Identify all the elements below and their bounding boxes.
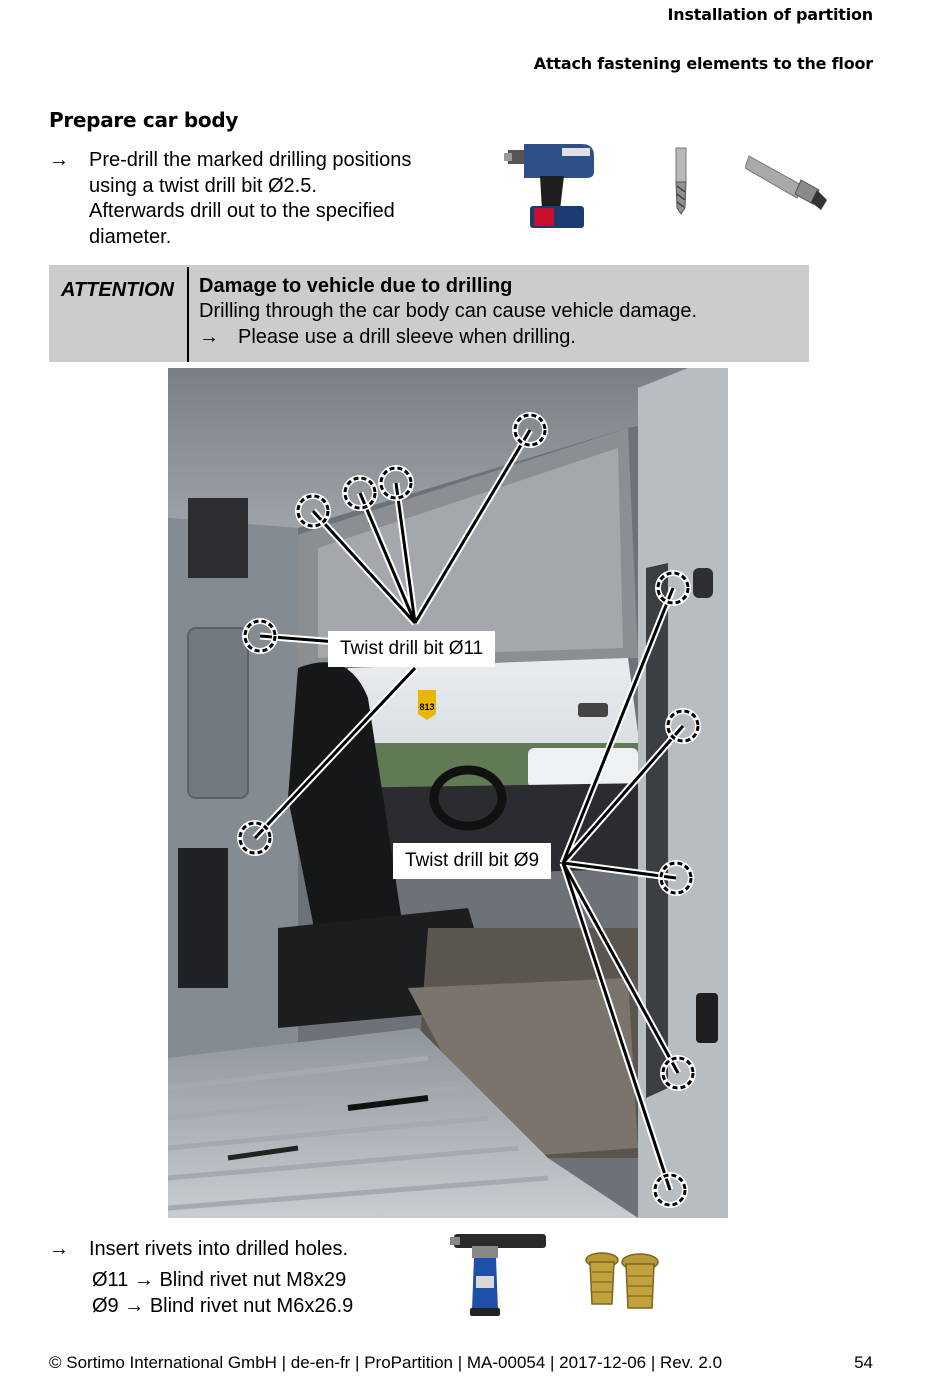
- attention-step: Please use a drill sleeve when drilling.: [238, 326, 576, 348]
- attention-label: ATTENTION: [61, 279, 174, 301]
- page-number: 54: [854, 1353, 873, 1372]
- instruction-pre-drill: [89, 148, 411, 250]
- instruction-line: Afterwards drill out to the specified: [89, 200, 395, 222]
- rivet-diameter: Ø9: [92, 1295, 119, 1317]
- arrow-icon: →: [124, 1295, 145, 1317]
- attention-box: [49, 265, 809, 362]
- arrow-icon: →: [133, 1269, 154, 1291]
- arrow-icon: →: [49, 149, 69, 171]
- arrow-icon: →: [199, 326, 219, 348]
- rivet-name: Blind rivet nut M6x26.9: [149, 1295, 354, 1317]
- instruction-line: diameter.: [89, 225, 172, 248]
- attention-text: Drilling through the car body can cause vehicle damage.: [199, 300, 698, 322]
- section-header: Attach fastening elements to the floor: [533, 54, 873, 73]
- rivet-spec-11: [92, 1268, 346, 1294]
- arrow-icon: →: [49, 1238, 69, 1260]
- instruction-insert-rivets: Insert rivets into drilled holes.: [89, 1238, 349, 1260]
- twist-drill-bit-icon: [668, 146, 694, 216]
- instruction-line: using a twist drill bit Ø2.5.: [89, 174, 317, 197]
- attention-divider: [187, 267, 189, 362]
- cordless-drill-icon: [502, 138, 598, 230]
- rivet-name: Blind rivet nut M8x29: [159, 1269, 347, 1291]
- drill-sleeve-icon: [745, 150, 831, 216]
- rivet-spec-9: [92, 1294, 353, 1320]
- rivet-diameter: Ø11: [92, 1269, 129, 1291]
- vehicle-plate-label: 813: [419, 702, 435, 712]
- instruction-line: Pre-drill the marked drilling positions: [89, 149, 412, 171]
- footer-copyright: © Sortimo International GmbH | de-en-fr | ProPartition | MA-00054 | 2017-12-06 | Rev. 2.0: [49, 1353, 723, 1372]
- callout-drill-bit-11: Twist drill bit Ø11: [328, 631, 495, 667]
- chapter-header: Installation of partition: [667, 5, 873, 24]
- blind-rivet-nuts-icon: [580, 1250, 664, 1312]
- rivet-gun-icon: [450, 1228, 550, 1318]
- van-interior-photo: [168, 368, 728, 1218]
- section-title: Prepare car body: [49, 108, 239, 132]
- attention-title: Damage to vehicle due to drilling: [199, 275, 513, 297]
- callout-drill-bit-9: Twist drill bit Ø9: [393, 843, 551, 879]
